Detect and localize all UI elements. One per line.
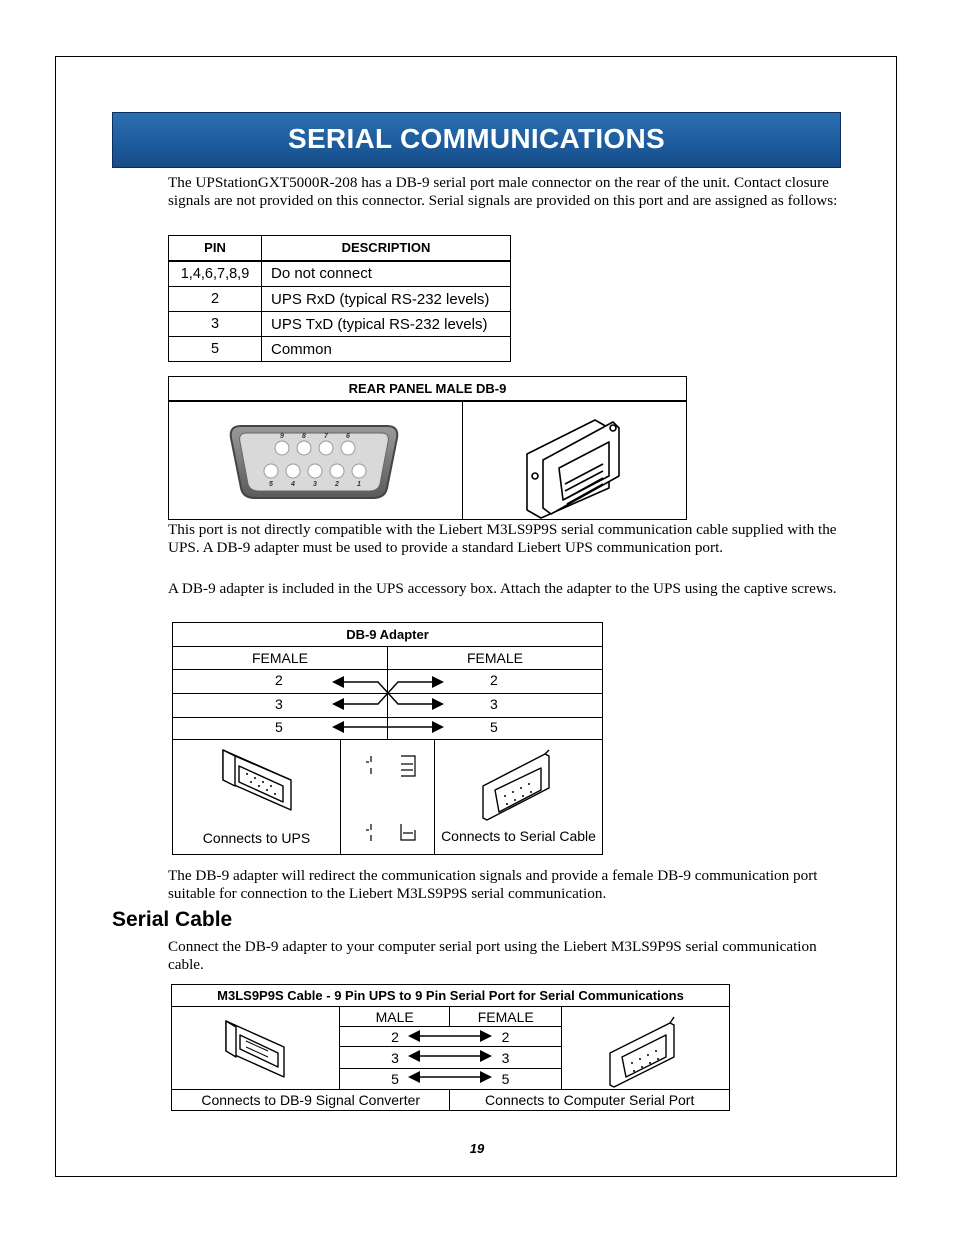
description-header: DESCRIPTION [262,236,511,261]
female-db9-socket-icon [562,1007,729,1089]
description-cell: UPS TxD (typical RS-232 levels) [262,312,511,337]
adapter-left-header: FEMALE [173,647,388,670]
description-cell: UPS RxD (typical RS-232 levels) [262,287,511,312]
cable-left-header: MALE [340,1007,450,1027]
adapter-wiring-icon [341,740,434,854]
adapter-wiring-cell [341,740,435,855]
pin-cell: 2 [169,287,262,312]
pin-number-label: 4 [291,480,295,488]
adapter-ups-side-cell [173,740,341,855]
cable-right-image-cell [562,1007,730,1090]
cable-right-header: FEMALE [450,1007,562,1027]
cable-pin-right-value: 2 [501,1028,510,1045]
pin-number-label: 8 [302,432,306,440]
male-db9-plug-icon [172,1007,339,1089]
adapter-table-title: DB-9 Adapter [173,623,603,647]
pin-cell: 3 [169,312,262,337]
description-cell: Common [262,337,511,362]
cable-left-caption: Connects to DB-9 Signal Converter [172,1090,450,1111]
female-db9-connector-icon [173,740,340,830]
connects-to-serial-cable-label: Connects to Serial Cable [441,828,596,844]
page-title: SERIAL COMMUNICATIONS [112,112,841,168]
db9-male-perspective-cell [463,401,687,520]
cable-table-title: M3LS9P9S Cable - 9 Pin UPS to 9 Pin Serial Port for Serial Communications [172,985,730,1007]
adapter-right-header: FEMALE [388,647,603,670]
adapter-pin-left: 3 [275,696,283,712]
pin-number-label: 3 [313,480,317,488]
pin-cell: 1,4,6,7,8,9 [169,261,262,287]
adapter-pin-left: 5 [275,719,283,735]
pin-number-label: 2 [335,480,339,488]
adapter-pin-arrows [328,670,448,740]
adapter-included-paragraph: A DB-9 adapter is included in the UPS accessory box. Attach the adapter to the UPS using the captive screws. [168,580,837,597]
page-number: 19 [469,1141,485,1156]
description-cell: Do not connect [262,261,511,287]
cable-pin-arrows [406,1026,496,1088]
cable-pin-right-value: 5 [501,1070,510,1087]
redirect-paragraph: The DB-9 adapter will redirect the communication signals and provide a female DB-9 communication port suitable for connection to the Liebert M3LS9P9S serial communication. [168,867,818,902]
pin-header: PIN [169,236,262,261]
connect-cable-paragraph: Connect the DB-9 adapter to your computer serial port using the Liebert M3LS9P9S serial communication cable. [168,938,817,973]
cable-pin-right-value: 3 [501,1049,510,1066]
adapter-cable-side-cell [435,740,603,855]
cable-right-caption: Connects to Computer Serial Port [450,1090,730,1111]
adapter-pin-right: 2 [490,672,498,688]
cable-pin-left-value: 5 [391,1070,399,1087]
cable-pin-left-value: 3 [391,1049,399,1066]
rear-panel-caption: REAR PANEL MALE DB-9 [169,377,687,401]
pin-table [168,235,511,362]
pin-cell: 5 [169,337,262,362]
adapter-pin-left: 2 [275,672,283,688]
pin-number-label: 7 [324,432,328,440]
compatibility-paragraph: This port is not directly compatible with the Liebert M3LS9P9S serial communication cable supplied with the UPS. A DB-9 adapter must be used to provide a standard Liebert UPS communication port. [168,521,837,556]
adapter-pin-right: 3 [490,696,498,712]
pin-number-label: 1 [357,480,361,488]
pin-number-label: 6 [346,432,350,440]
cable-left-image-cell [172,1007,340,1090]
db9-pinout-cell [169,401,463,520]
db9-pinout-illustration [169,402,462,519]
rear-panel-table [168,376,687,520]
serial-cable-heading: Serial Cable [112,908,233,931]
connects-to-ups-label: Connects to UPS [202,830,311,846]
pin-number-label: 9 [280,432,284,440]
intro-paragraph: The UPStationGXT5000R-208 has a DB-9 serial port male connector on the rear of the unit. Contact closure signals are not provided on this connector. Serial signals are provided on this port and are assigned as follows: [168,174,838,209]
adapter-pin-right: 5 [490,719,498,735]
cable-pin-left-value: 2 [391,1028,399,1045]
female-db9-port-icon [435,740,602,828]
pin-number-label: 5 [269,480,273,488]
db9-male-connector-icon [463,402,686,519]
